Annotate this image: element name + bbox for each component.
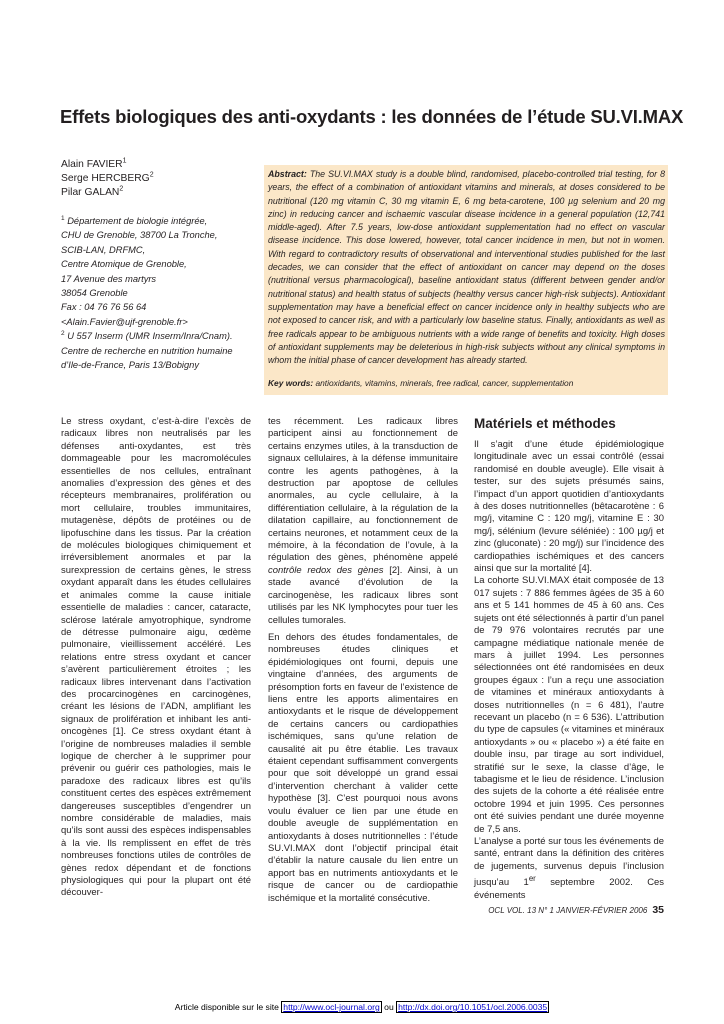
journal-reference: OCL VOL. 13 N° 1 JANVIER-FÉVRIER 2006 (488, 906, 648, 915)
paragraph-text: L’analyse a porté sur tous les événements de santé, entrant dans la définition des critères de jugements, survenus depuis l’inclusion jusqu’au 1 (474, 836, 664, 889)
journal-site-link[interactable]: http://www.ocl-journal.org (283, 1002, 380, 1012)
keywords-label: Key words: (268, 378, 314, 388)
author-sup: 1 (122, 157, 127, 165)
affiliation-text: U 557 Inserm (UMR Inserm/Inra/Cnam). (64, 331, 233, 342)
page-footer (488, 904, 664, 916)
affiliations (61, 214, 266, 372)
affiliation-sup: 2 (61, 330, 65, 338)
paragraph (474, 836, 664, 902)
section-heading: Matériels et méthodes (474, 416, 616, 431)
affiliation-sup: 1 (61, 214, 65, 222)
paragraph: Le stress oxydant, c’est-à-dire l’excès de radicaux libres non neutralisés par les défenses anti-oxydantes, est très dommageable pour les macromolécules essentielles de nos cellules, entraînant anomalies d’expression des gènes et des récepteurs membranaires, prolifération ou mort cellulaire, troubles immunitaires, mutagenèse, dépôts de protéines ou de lipofuschine dans les tissus. Par la création de molécules biologiques chimiquement et irréversiblement anormales et par la surexpression de certains gènes, le stress oxydant apparaît dans les études cellulaires et animales comme la cause initiale essentielle de maladies : cancer, cataracte, sclérose latérale amyotrophique, syndrome de détresse pulmonaire aigu, œdème pulmonaire, vieillissement accéléré. Les relations entre stress oxydant et cancer s’avèrent particulièrement étroites ; les radicaux libres intervenant dans l’activation des procarcinogènes en carcinogènes, créant les lésions de l’ADN, amplifiant les signaux de prolifération et inhibant les anti-oncogènes [1]. Ce stress oxydant étant à l’origine de nombreuses maladies il semble logique de chercher à le supprimer pour prévenir ou guérir ces pathologies, mais le paradoxe des radicaux libres est qu’ils constituent certes des espèces extrêmement dangereuses susceptibles d’engendrer un nombre considérable de maladies, mais qu’ils sont aussi des espèces indispensables à la vie. Ils remplissent en effet de très nombreuses fonctions utiles de contrôles de gènes redox dépendant et de fonctions physiologiques qui pour la plupart ont été découver- (61, 416, 251, 899)
column-1 (61, 416, 251, 900)
affiliation-line (61, 214, 266, 228)
author-name: Pilar GALAN (61, 187, 120, 198)
availability-note (0, 1002, 724, 1012)
affiliation-line: SCIB-LAN, DRFMC, (61, 244, 146, 255)
availability-separator: ou (381, 1002, 397, 1012)
author-sup: 2 (149, 171, 154, 179)
keywords-text: antioxidants, vitamins, minerals, free radical, cancer, supplementation (313, 378, 574, 388)
email-link[interactable]: <Alain.Favier@ujf-grenoble.fr> (61, 316, 188, 327)
paragraph: Il s’agit d’une étude épidémiologique longitudinale avec un essai contrôlé (essai randomisé en double aveugle). Elle visait à tester, sur des sujets présumés sains, l’impact d’un apport quotidien d’antioxydants à des doses nutritionnelles (bêtacarotène : 6 mg/j, vitamine C : 120 mg/j, vitamine E : 30 mg/j, sélénium (levure séléniée) : 100 µg/j et zinc (gluconate) : 20 mg/j) sur l’incidence des cardiopathies ischémiques et des cancers ainsi que sur la mortalité [4]. (474, 439, 664, 575)
availability-prefix: Article disponible sur le site (174, 1002, 282, 1012)
affiliation-line: Centre de recherche en nutrition humaine (61, 345, 233, 356)
author (61, 186, 261, 200)
abstract-label: Abstract: (268, 169, 307, 179)
keywords (268, 377, 665, 389)
paragraph: La cohorte SU.VI.MAX était composée de 13 017 sujets : 7 886 femmes âgées de 35 à 60 ans et 5 141 hommes de 45 à 60 ans. Ces sujets ont été sélectionnés à partir d’un panel de 79 976 volontaires recrutés par une campagne médiatique nationale menée de mars à juillet 1994. Les personnes sélectionnées ont été randomisées en deux groupes égaux : l’un a reçu une association de vitamines et minéraux antioxydants à doses nutritionnelles (n = 6 481), l’autre recevant un placebo (n = 6 536). L’attribution du type de capsules (« vitamines et minéraux antioxydants » ou « placebo ») a été faite en double insu, par tirage au sort individuel, stratifié sur le sexe, la classe d’âge, le tabagisme et le lieu de résidence. L’inclusion des sujets de la cohorte a été réalisée entre octobre 1994 et juin 1995. Ces personnes ont été suivies pendant une durée moyenne de 7,5 ans. (474, 575, 664, 835)
author (61, 172, 261, 186)
article-title: Effets biologiques des anti-oxydants : les données de l’étude SU.VI.MAX (60, 106, 684, 127)
author-sup: 2 (119, 185, 124, 193)
paragraph-text: septembre 2002. Ces événements (474, 877, 664, 901)
abstract-text: The SU.VI.MAX study is a double blind, randomised, placebo-controlled trial testing, for 8 years, the effect of a combination of antioxidant vitamins and minerals, at doses considered to be nutritional (120 mg vitamin C, 30 mg vitamin E, 6 mg beta-carotene, 100 µg selenium and 20 mg zinc) in reducing cancer and ischaemic vascular disease incidence in a general population (12,741 middle-aged). After 7.5 years, low-dose antioxidant supplementation had no effect on vascular disease incidence. This dose lowered, however, total cancer incidence in men, but not in women. With regard to contradictory results of observational and interventional studies published for the last decades, we can consider that the effect of antioxidant on cancer may depend on the doses (nutritional versus pharmacological), baseline antioxidant status (different between gender and/or nutritional status) and health status of subjects (healthy versus cancer high-risk subjects). Antioxidant supplementation may have a beneficial effect on cancer incidence only in healthy subjects who are not exposed to cancer risk, and with a particularly low baseline status. Finally, antioxidants as well as free radicals appear to be ambiguous nutrients with a wide range of benefits and toxicity. High doses of antioxidant supplements may be deleterious in high-risk subjects without any clinical symptoms in whom the initial phase of cancer development has already started. (268, 169, 665, 366)
superscript: er (528, 874, 536, 884)
author-name: Serge HERCBERG (61, 173, 150, 184)
affiliation-line: CHU de Grenoble, 38700 La Tronche, (61, 230, 218, 241)
paragraph-text: tes récemment. Les radicaux libres participent ainsi au fonctionnement de certains enzymes utiles, à la transduction de signaux cellulaires, à la défense immunitaire contre les agents pathogènes, à la destruction par apoptose de cellules anormales, au cycle cellulaire, à la différentiation cellulaire, à la régulation de la dilatation capillaire, au fonctionnement de certains neurones, et notamment ceux de la mémoire, à la fécondation de l’ovule, à la régulation des gènes, phénomène appelé (268, 416, 458, 564)
column-2-top (268, 416, 458, 627)
affiliation-line: Centre Atomique de Grenoble, (61, 259, 187, 270)
author (61, 158, 261, 172)
column-3 (474, 439, 664, 902)
affiliation-line (61, 329, 266, 343)
abstract (268, 168, 665, 367)
affiliation-line: Fax : 04 76 76 56 64 (61, 302, 147, 313)
author-list (61, 158, 261, 200)
affiliation-line: 38054 Grenoble (61, 288, 128, 299)
affiliation-line: d’Ile-de-France, Paris 13/Bobigny (61, 360, 199, 371)
page-number: 35 (652, 904, 664, 916)
affiliation-line: 17 Avenue des martyrs (61, 273, 157, 284)
doi-link[interactable]: http://dx.doi.org/10.1051/ocl.2006.0035 (398, 1002, 548, 1012)
paragraph (268, 416, 458, 627)
affiliation-text: Département de biologie intégrée, (64, 216, 208, 226)
author-name: Alain FAVIER (61, 159, 123, 170)
paragraph-text: [2]. Ainsi, à un stade avancé d’évolution de la carcinogenèse, les radicaux libres sont utilisés par les NK lymphocytes pour tuer les cellules tumorales. (268, 564, 459, 626)
column-2-bottom (268, 632, 458, 905)
paragraph: En dehors des études fondamentales, de nombreuses études cliniques et épidémiologiques ont fourni, depuis une vingtaine d’années, des arguments de présomption forts en faveur de l’existence de liens entre les apports alimentaires en antioxydants et le risque de développement de certains cancers ou cardiopathies ischémiques, sans qu’une relation de causalité ait pu être établie. Les travaux étaient cependant suffisamment convergents pour que soit développé un grand essai d’intervention cherchant à valider cette hypothèse [3]. C’est pourquoi nous avons voulu évaluer ce lien par une étude en double aveugle de supplémentation en antioxydants à doses nutritionnelles : l’étude SU.VI.MAX dont l’objectif principal était d’établir la nature causale du lien entre un apport bas en nutriments antioxydants et le risque de cancer ou de cardiopathie ischémique et la mortalité consécutive. (268, 632, 458, 904)
paragraph-emphasis: contrôle redox des gènes (268, 564, 384, 576)
